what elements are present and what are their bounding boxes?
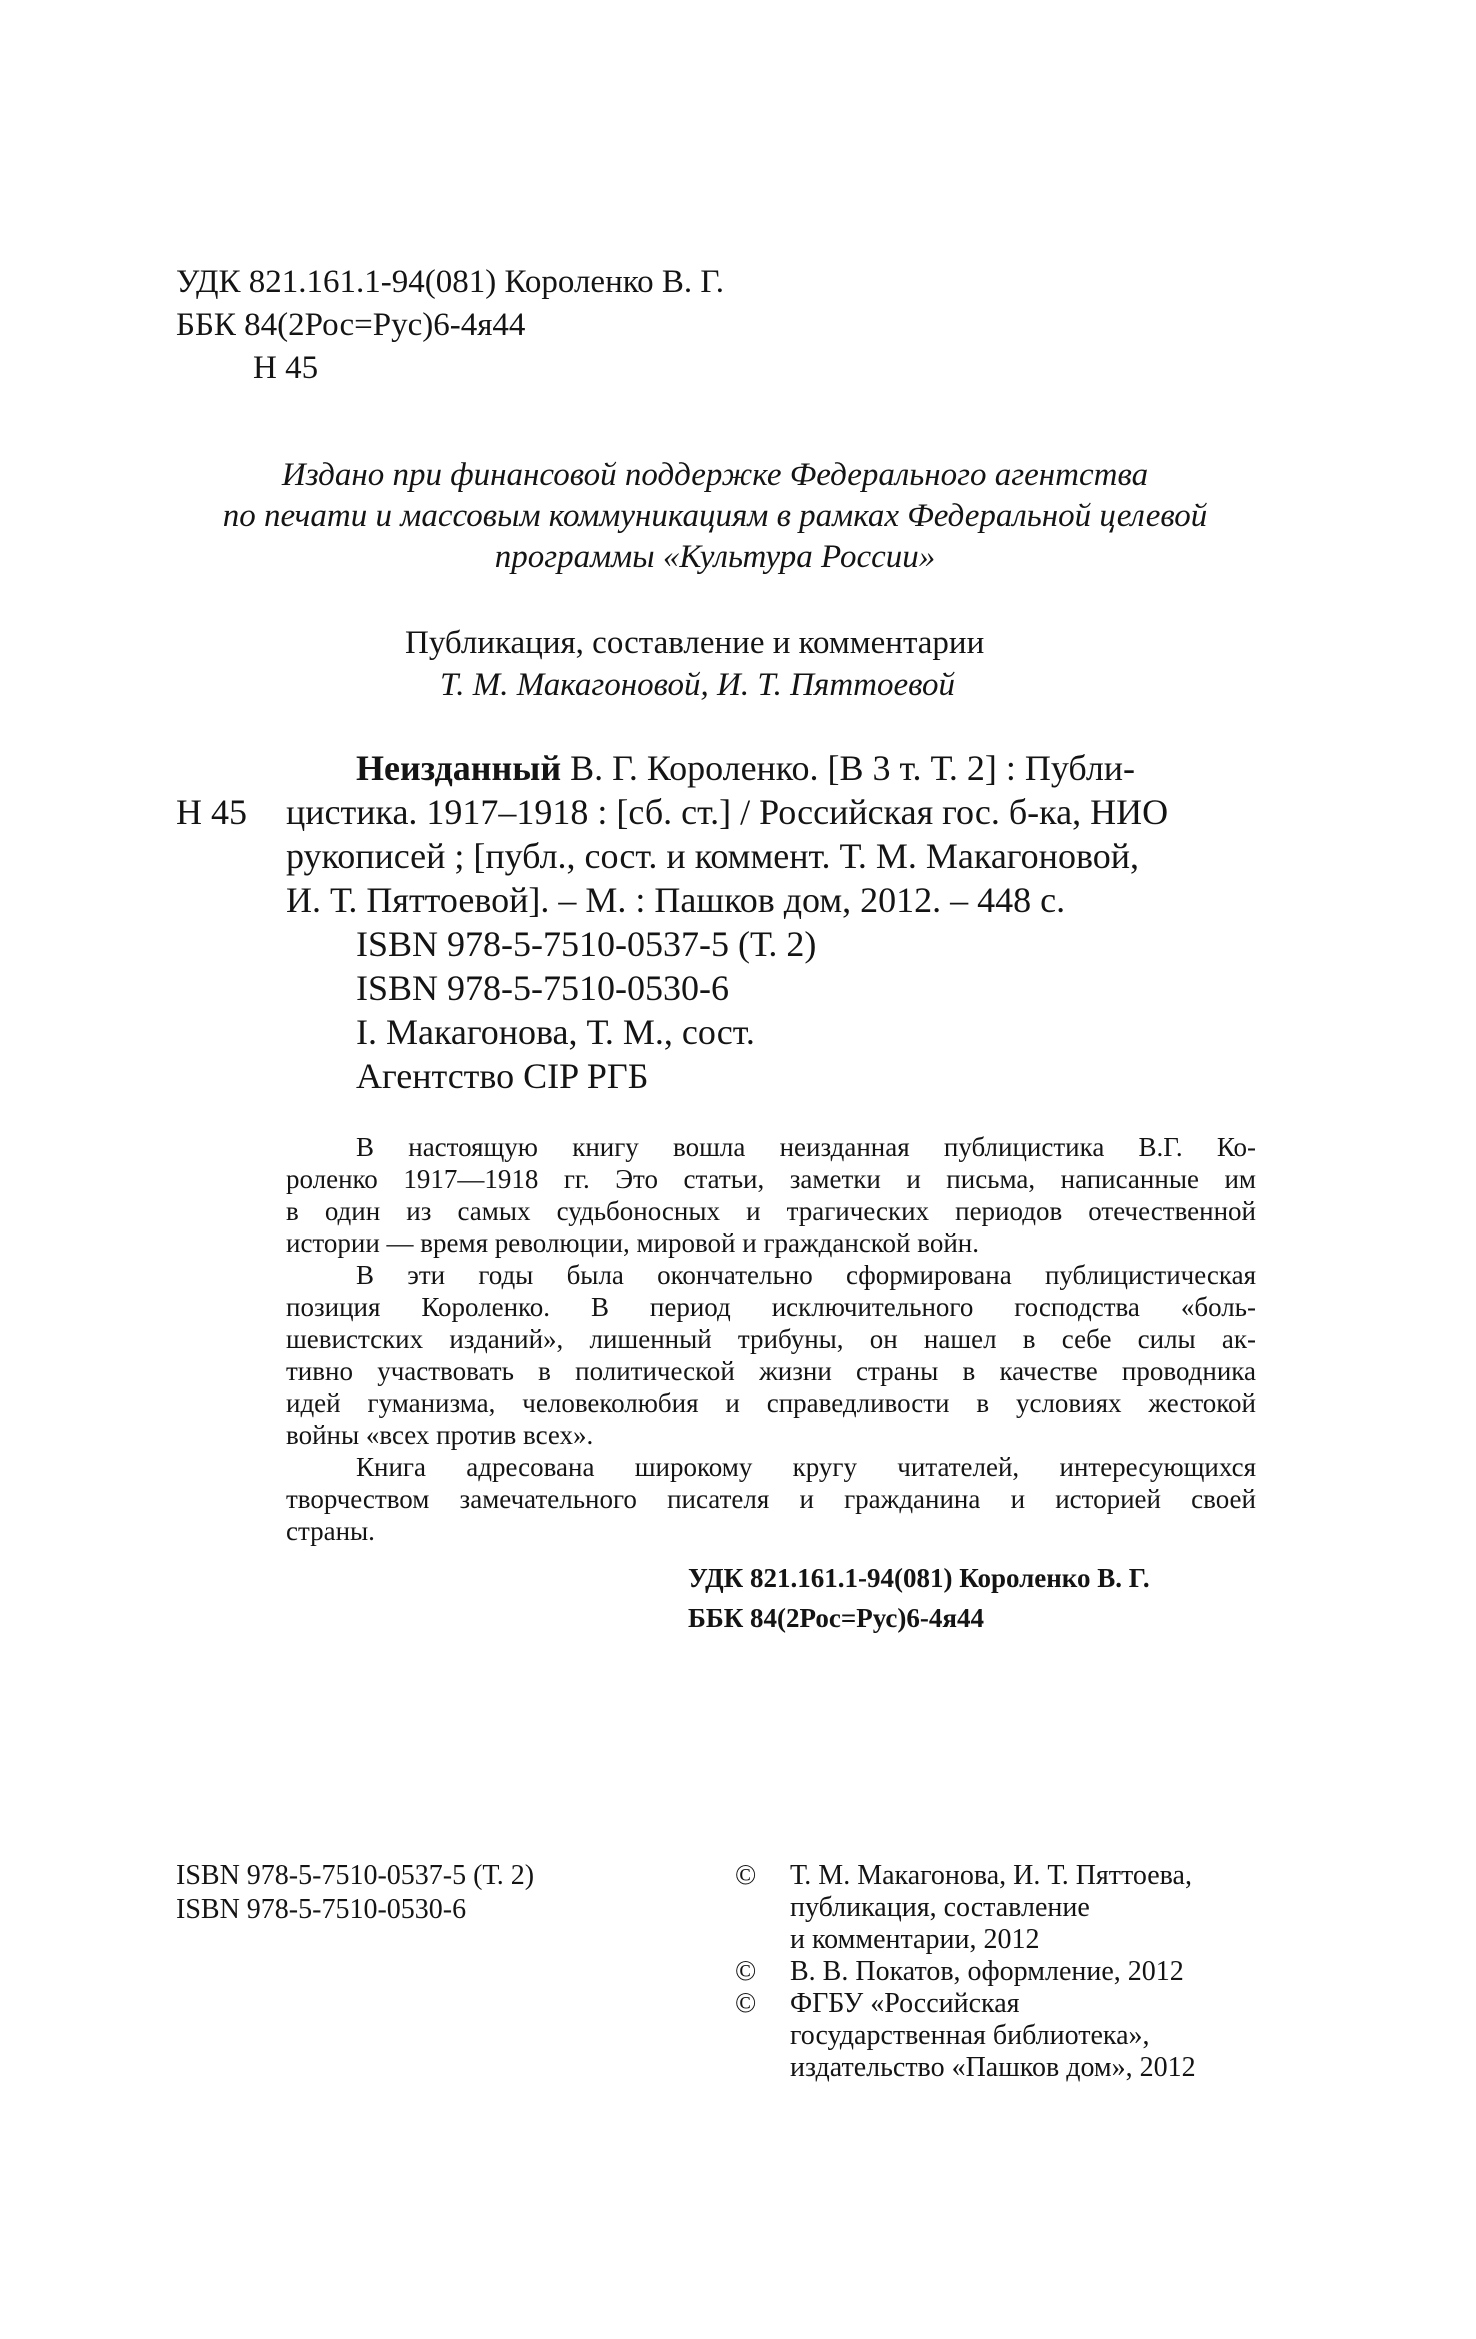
copyright-line: публикация, составление	[790, 1892, 1090, 1923]
record-line: рукописей ; [публ., сост. и коммент. Т. М. Макагоновой,	[286, 836, 1139, 876]
author-mark: Н 45	[253, 350, 319, 386]
annotation-line: тивно участвовать в политической жизни страны в качестве проводника	[286, 1356, 1256, 1386]
annotation-line: идей гуманизма, человеколюбия и справедливости в условиях жестокой	[286, 1388, 1256, 1418]
record-side-mark: Н 45	[176, 792, 247, 832]
udc-code: УДК 821.161.1-94(081) Короленко В. Г.	[176, 264, 724, 300]
record-compiler: I. Макагонова, Т. М., сост.	[356, 1012, 755, 1052]
publication-credits: Публикация, составление и комментарии	[405, 625, 985, 661]
annotation-line: творчеством замечательного писателя и гражданина и историей своей	[286, 1484, 1256, 1514]
copyright-entry: © Т. М. Макагонова, И. Т. Пяттоева,	[735, 1860, 1192, 1891]
publication-authors: Т. М. Макагоновой, И. Т. Пяттоевой	[440, 667, 956, 703]
copyright-line: государственная библиотека»,	[790, 2020, 1150, 2051]
copyright-line: и комментарии, 2012	[790, 1924, 1040, 1955]
funding-note	[150, 455, 1280, 578]
annotation-bbk: ББК 84(2Рос=Рус)6-4я44	[688, 1603, 984, 1633]
annotation-line: роленко 1917—1918 гг. Это статьи, заметки и письма, написанные им	[286, 1164, 1256, 1194]
footer-isbn: ISBN 978-5-7510-0530-6	[176, 1894, 467, 1925]
annotation-udc: УДК 821.161.1-94(081) Короленко В. Г.	[688, 1563, 1150, 1593]
record-title-line	[356, 746, 1135, 790]
copyright-line: издательство «Пашков дом», 2012	[790, 2052, 1196, 2083]
funding-note-line: Издано при финансовой поддержке Федерального агентства	[281, 457, 1149, 493]
annotation-line: Книга адресована широкому кругу читателей, интересующихся	[356, 1452, 1256, 1482]
record-isbn: ISBN 978-5-7510-0537-5 (Т. 2)	[356, 924, 817, 964]
record-agency: Агентство CIP РГБ	[356, 1056, 649, 1096]
funding-note-line: по печати и массовым коммуникациям в рамках Федеральной целевой	[222, 498, 1208, 534]
record-line: И. Т. Пяттоевой]. – М. : Пашков дом, 2012. – 448 с.	[286, 880, 1066, 920]
record-isbn: ISBN 978-5-7510-0530-6	[356, 968, 729, 1008]
record-title-rest: В. Г. Короленко. [В 3 т. Т. 2] : Публи-	[561, 748, 1136, 788]
record-line: цистика. 1917–1918 : [сб. ст.] / Российская гос. б-ка, НИО	[286, 792, 1169, 832]
copyright-entry: © В. В. Покатов, оформление, 2012	[735, 1956, 1184, 1987]
copyright-block	[735, 1860, 1196, 2084]
annotation-line: позиция Короленко. В период исключительного господства «боль-	[286, 1292, 1256, 1322]
copyright-icon: ©	[735, 1860, 757, 1891]
annotation-line: войны «всех против всех».	[286, 1420, 594, 1450]
annotation-line: истории — время революции, мировой и гражданской войн.	[286, 1228, 979, 1258]
annotation-line: В эти годы была окончательно сформирована публицистическая	[356, 1260, 1256, 1290]
copyright-icon: ©	[735, 1988, 757, 2019]
copyright-entry: © ФГБУ «Российская	[735, 1988, 1020, 2019]
footer-isbn: ISBN 978-5-7510-0537-5 (Т. 2)	[176, 1860, 535, 1891]
annotation-line: В настоящую книгу вошла неизданная публицистика В.Г. Ко-	[356, 1132, 1256, 1162]
funding-note-line: программы «Культура России»	[494, 539, 936, 575]
annotation-line: в один из самых судьбоносных и трагических периодов отечественной	[286, 1196, 1256, 1226]
annotation-line: страны.	[286, 1516, 375, 1546]
annotation-line: шевистских изданий», лишенный трибуны, он нашел в себе силы ак-	[286, 1324, 1256, 1354]
record-title: Неизданный	[356, 748, 562, 788]
copyright-icon: ©	[735, 1956, 757, 1987]
bbk-code: ББК 84(2Рос=Рус)6-4я44	[176, 307, 526, 343]
